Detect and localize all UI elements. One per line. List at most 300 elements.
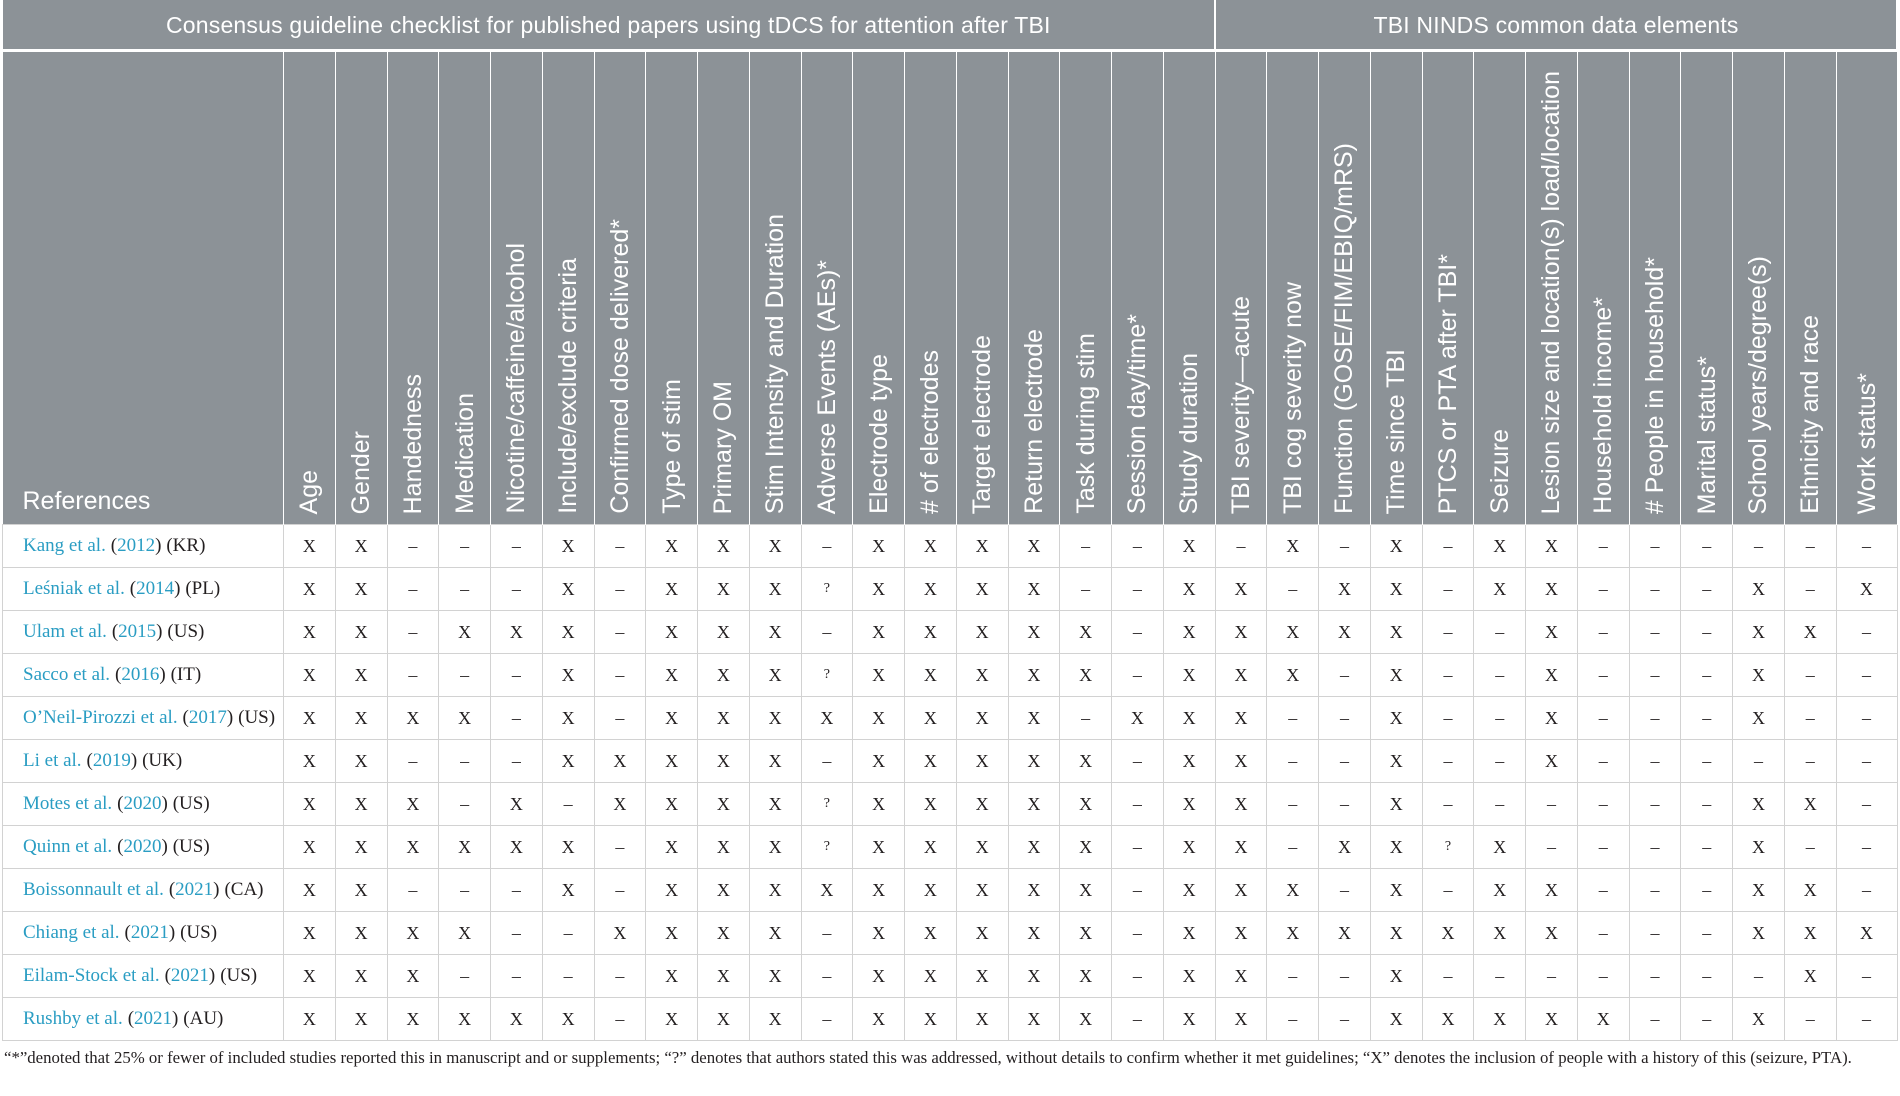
table-cell: X <box>853 568 905 611</box>
table-cell: X <box>1526 869 1578 912</box>
table-cell: X <box>1215 826 1267 869</box>
table-cell: X <box>335 525 387 568</box>
column-header-wrap <box>1733 52 1784 524</box>
table-cell: – <box>1319 740 1371 783</box>
table-row <box>3 525 1898 568</box>
column-header-school-years-degree-s <box>1733 51 1785 525</box>
table-cell: X <box>542 697 594 740</box>
column-header-wrap <box>853 52 904 524</box>
table-cell: – <box>491 568 543 611</box>
table-cell: – <box>439 740 491 783</box>
reference-year-link[interactable]: ( 2012 ) <box>111 535 162 556</box>
column-group-header-1: Consensus guideline checklist for published papers using tDCS for attention after TBI <box>3 0 1216 51</box>
table-cell: – <box>1577 826 1629 869</box>
reference-year-link[interactable]: ( 2014 ) <box>130 578 181 599</box>
table-cell: X <box>542 740 594 783</box>
table-cell: X <box>491 826 543 869</box>
table-cell: X <box>1163 525 1215 568</box>
table-cell: X <box>749 611 801 654</box>
column-header-stim-intensity-and-duration <box>749 51 801 525</box>
reference-country: (UK) <box>142 750 183 771</box>
table-cell: X <box>387 783 439 826</box>
table-cell: X <box>1008 654 1060 697</box>
column-header-type-of-stim <box>646 51 698 525</box>
table-cell: – <box>1836 697 1897 740</box>
table-cell: X <box>1370 611 1422 654</box>
column-header-marital-status <box>1681 51 1733 525</box>
table-row <box>3 998 1898 1041</box>
table-cell: X <box>956 525 1008 568</box>
reference-author-link[interactable]: Chiang et al. <box>23 922 120 943</box>
table-cell: – <box>1422 783 1474 826</box>
table-cell: X <box>1733 568 1785 611</box>
table-cell: – <box>1112 912 1164 955</box>
table-cell: – <box>387 525 439 568</box>
table-cell: – <box>1629 998 1681 1041</box>
table-cell: X <box>646 525 698 568</box>
table-cell: – <box>1681 826 1733 869</box>
table-cell: X <box>1163 869 1215 912</box>
table-cell: – <box>542 955 594 998</box>
table-cell: X <box>1733 783 1785 826</box>
table-cell: X <box>1526 912 1578 955</box>
table-cell: X <box>284 525 336 568</box>
table-cell: X <box>853 525 905 568</box>
table-cell: X <box>1526 568 1578 611</box>
table-cell: – <box>439 869 491 912</box>
table-cell: – <box>1681 697 1733 740</box>
table-cell: – <box>1474 955 1526 998</box>
table-cell: X <box>646 568 698 611</box>
table-cell: – <box>1267 826 1319 869</box>
table-cell: X <box>439 998 491 1041</box>
table-cell: X <box>335 869 387 912</box>
reference-author-link[interactable]: Kang et al. <box>23 535 106 556</box>
table-cell: X <box>1163 697 1215 740</box>
column-header-electrode-type <box>853 51 905 525</box>
table-cell: X <box>905 869 957 912</box>
table-cell: – <box>491 654 543 697</box>
table-cell: X <box>853 826 905 869</box>
table-cell: X <box>1163 654 1215 697</box>
table-cell: X <box>956 912 1008 955</box>
column-header-wrap <box>1423 52 1474 524</box>
table-cell: X <box>1784 912 1836 955</box>
table-cell: X <box>542 826 594 869</box>
table-cell: X <box>1733 611 1785 654</box>
table-cell: X <box>1370 826 1422 869</box>
table-cell: – <box>1112 568 1164 611</box>
column-header-label: Primary OM <box>709 380 738 514</box>
table-cell: – <box>1629 826 1681 869</box>
column-header-time-since-tbi <box>1370 51 1422 525</box>
table-cell: – <box>1267 740 1319 783</box>
table-cell: X <box>905 912 957 955</box>
table-cell: – <box>1267 998 1319 1041</box>
table-cell: X <box>698 998 750 1041</box>
table-cell: – <box>1319 998 1371 1041</box>
table-cell: – <box>1526 955 1578 998</box>
column-header-wrap <box>1319 52 1370 524</box>
table-cell: X <box>698 912 750 955</box>
column-header-wrap <box>698 52 749 524</box>
table-cell: – <box>1319 869 1371 912</box>
reference-author-link[interactable]: Motes et al. <box>23 793 113 814</box>
table-cell: X <box>1784 783 1836 826</box>
table-cell: X <box>905 783 957 826</box>
column-header-row <box>3 51 1898 525</box>
reference-year-link[interactable]: ( 2020 ) <box>117 836 168 857</box>
column-header-label: Gender <box>347 430 376 514</box>
reference-author-link[interactable]: Quinn et al. <box>23 836 113 857</box>
table-cell: X <box>646 740 698 783</box>
column-header-wrap <box>905 52 956 524</box>
table-cell: – <box>1681 611 1733 654</box>
table-cell: X <box>1060 869 1112 912</box>
table-cell: X <box>1215 869 1267 912</box>
table-cell: X <box>1060 826 1112 869</box>
table-cell: X <box>1526 740 1578 783</box>
table-cell: X <box>1215 568 1267 611</box>
table-cell: – <box>1319 654 1371 697</box>
table-cell: – <box>1577 654 1629 697</box>
table-cell: – <box>1060 525 1112 568</box>
table-cell: X <box>956 654 1008 697</box>
table-row <box>3 826 1898 869</box>
table-cell: X <box>1267 611 1319 654</box>
table-cell: – <box>594 869 646 912</box>
table-cell: – <box>1526 783 1578 826</box>
table-cell: X <box>749 998 801 1041</box>
table-cell: X <box>853 697 905 740</box>
table-cell: X <box>1474 826 1526 869</box>
table-cell: X <box>749 568 801 611</box>
column-header-label: Electrode type <box>864 354 893 514</box>
column-header-label: Session day/time* <box>1123 313 1152 514</box>
column-header-age <box>284 51 336 525</box>
reference-year-link[interactable]: ( 2021 ) <box>165 965 216 986</box>
table-cell: X <box>956 568 1008 611</box>
table-cell: – <box>542 783 594 826</box>
table-cell: X <box>1370 783 1422 826</box>
column-header-wrap <box>1267 52 1318 524</box>
reference-country: (US) <box>180 922 218 943</box>
table-cell: X <box>698 826 750 869</box>
table-cell: – <box>1319 783 1371 826</box>
table-cell: X <box>335 611 387 654</box>
table-cell: X <box>698 568 750 611</box>
reference-author-link[interactable]: Li et al. <box>23 750 82 771</box>
reference-author-link[interactable]: O’Neil-Pirozzi et al. <box>23 707 178 728</box>
reference-author-link[interactable]: Ulam et al. <box>23 621 107 642</box>
column-header-tbi-cog-severity-now <box>1267 51 1319 525</box>
table-cell: X <box>1836 912 1897 955</box>
table-cell: X <box>1008 611 1060 654</box>
table-cell: – <box>1629 525 1681 568</box>
table-cell: – <box>1733 955 1785 998</box>
column-header-label: Time since TBI <box>1382 348 1411 514</box>
reference-author-link[interactable]: Sacco et al. <box>23 664 111 685</box>
table-cell: X <box>646 654 698 697</box>
reference-year-link[interactable]: ( 2015 ) <box>112 621 163 642</box>
table-row <box>3 611 1898 654</box>
table-cell: – <box>1784 826 1836 869</box>
table-cell: – <box>1474 783 1526 826</box>
column-header-label: Target electrode <box>968 334 997 514</box>
table-cell: – <box>1577 740 1629 783</box>
reference-author-link[interactable]: Leśniak et al. <box>23 578 125 599</box>
table-cell: – <box>1784 654 1836 697</box>
table-cell: – <box>594 654 646 697</box>
table-cell: X <box>284 697 336 740</box>
table-cell: X <box>749 869 801 912</box>
table-cell: – <box>1474 697 1526 740</box>
table-cell: X <box>1163 826 1215 869</box>
table-cell: – <box>387 740 439 783</box>
table-cell: – <box>1784 998 1836 1041</box>
table-cell: – <box>594 525 646 568</box>
table-footnote: “*”denoted that 25% or fewer of included studies reported this in manuscript and or supplements; “?” denotes that authors stated this was addressed, without details to confirm whether it met guidelines; “X” denotes the inclusion of people with a history of this (seizure, PTA). <box>4 1048 1852 1067</box>
table-cell: – <box>1629 740 1681 783</box>
column-header-nicotine-caffeine-alcohol <box>491 51 543 525</box>
table-cell: X <box>1370 568 1422 611</box>
table-cell: X <box>1370 998 1422 1041</box>
table-cell: X <box>1836 568 1897 611</box>
table-cell: – <box>1526 826 1578 869</box>
table-cell: – <box>439 525 491 568</box>
table-cell: X <box>905 740 957 783</box>
table-cell: – <box>491 525 543 568</box>
table-cell: – <box>1629 955 1681 998</box>
column-header-wrap <box>646 52 697 524</box>
table-cell: X <box>1060 783 1112 826</box>
table-cell: X <box>1474 568 1526 611</box>
reference-cell <box>3 525 284 568</box>
table-cell: ? <box>801 826 853 869</box>
table-cell: X <box>1215 654 1267 697</box>
table-cell: X <box>905 611 957 654</box>
column-header-label: Function (GOSE/FIM/EBIQ/mRS) <box>1330 143 1359 514</box>
table-cell: – <box>1060 697 1112 740</box>
table-cell: X <box>853 783 905 826</box>
column-header-return-electrode <box>1008 51 1060 525</box>
column-header-label: School years/degree(s) <box>1744 255 1773 514</box>
column-header-wrap <box>1578 52 1629 524</box>
reference-year-link[interactable]: ( 2021 ) <box>128 1008 179 1029</box>
table-cell: X <box>956 998 1008 1041</box>
column-header-wrap <box>336 52 387 524</box>
table-cell: X <box>698 740 750 783</box>
table-cell: – <box>387 611 439 654</box>
table-cell: – <box>1784 697 1836 740</box>
table-cell: ? <box>801 654 853 697</box>
table-cell: X <box>853 955 905 998</box>
table-cell: – <box>387 654 439 697</box>
table-cell: ? <box>801 783 853 826</box>
table-cell: X <box>1060 955 1112 998</box>
table-cell: – <box>801 998 853 1041</box>
table-cell: – <box>1215 525 1267 568</box>
table-cell: X <box>1370 654 1422 697</box>
column-header-label: # of electrodes <box>916 350 945 514</box>
column-header-task-during-stim <box>1060 51 1112 525</box>
table-cell: – <box>1267 783 1319 826</box>
column-header-gender <box>335 51 387 525</box>
table-cell: X <box>1267 525 1319 568</box>
table-header <box>3 0 1898 525</box>
table-cell: X <box>1215 912 1267 955</box>
table-cell: X <box>1163 568 1215 611</box>
column-header-wrap <box>1060 52 1111 524</box>
table-cell: X <box>284 998 336 1041</box>
reference-year-link[interactable]: ( 2021 ) <box>169 879 220 900</box>
table-cell: X <box>1215 783 1267 826</box>
table-cell: X <box>646 912 698 955</box>
table-cell: – <box>1112 998 1164 1041</box>
table-cell: X <box>284 654 336 697</box>
column-header-label: Return electrode <box>1019 329 1048 514</box>
column-header-include-exclude-criteria <box>542 51 594 525</box>
column-header-wrap <box>1009 52 1060 524</box>
table-cell: – <box>1267 697 1319 740</box>
table-cell: – <box>1060 568 1112 611</box>
table-cell: – <box>1577 525 1629 568</box>
table-cell: X <box>284 955 336 998</box>
table-cell: X <box>905 568 957 611</box>
table-cell: X <box>387 955 439 998</box>
table-cell: X <box>491 611 543 654</box>
table-cell: X <box>853 740 905 783</box>
table-row <box>3 869 1898 912</box>
table-cell: X <box>853 912 905 955</box>
table-cell: – <box>801 912 853 955</box>
column-header-label: Household income* <box>1589 297 1618 514</box>
table-cell: X <box>749 912 801 955</box>
table-cell: X <box>698 697 750 740</box>
column-header-study-duration <box>1163 51 1215 525</box>
table-cell: X <box>853 869 905 912</box>
table-cell: – <box>594 611 646 654</box>
table-cell: – <box>594 697 646 740</box>
reference-year-link[interactable]: ( 2017 ) <box>183 707 234 728</box>
table-cell: X <box>1112 697 1164 740</box>
reference-cell <box>3 568 284 611</box>
column-header-primary-om <box>698 51 750 525</box>
table-cell: X <box>335 654 387 697</box>
table-cell: – <box>1629 783 1681 826</box>
reference-cell <box>3 740 284 783</box>
table-cell: – <box>491 740 543 783</box>
reference-author-link[interactable]: Rushby et al. <box>23 1008 123 1029</box>
table-cell: X <box>749 740 801 783</box>
table-cell: X <box>1060 611 1112 654</box>
reference-cell <box>3 611 284 654</box>
table-cell: – <box>1681 912 1733 955</box>
column-header-label: TBI severity—acute <box>1226 295 1255 514</box>
table-cell: – <box>594 998 646 1041</box>
column-header-wrap <box>388 52 439 524</box>
table-cell: – <box>801 525 853 568</box>
table-cell: X <box>1370 869 1422 912</box>
reference-year-link[interactable]: ( 2020 ) <box>117 793 168 814</box>
reference-country: (US) <box>220 965 258 986</box>
table-cell: – <box>1629 869 1681 912</box>
table-cell: – <box>1629 697 1681 740</box>
table-cell: – <box>1629 568 1681 611</box>
table-cell: X <box>284 568 336 611</box>
column-header-wrap <box>1837 52 1897 524</box>
column-header-wrap <box>543 52 594 524</box>
references-column-header <box>3 51 284 525</box>
table-cell: X <box>1370 525 1422 568</box>
reference-year-link[interactable]: ( 2019 ) <box>87 750 138 771</box>
table-cell: – <box>1474 611 1526 654</box>
table-cell: X <box>1526 697 1578 740</box>
reference-year-link[interactable]: ( 2016 ) <box>115 664 166 685</box>
column-header-ptcs-or-pta-after-tbi <box>1422 51 1474 525</box>
table-cell: X <box>956 869 1008 912</box>
reference-year-link[interactable]: ( 2021 ) <box>125 922 176 943</box>
column-header-label: Work status* <box>1852 372 1881 514</box>
table-cell: X <box>956 826 1008 869</box>
table-cell: X <box>1008 912 1060 955</box>
table-cell: X <box>335 998 387 1041</box>
table-cell: X <box>749 525 801 568</box>
table-cell: X <box>284 912 336 955</box>
table-cell: X <box>284 869 336 912</box>
table-cell: – <box>1474 654 1526 697</box>
reference-author-link[interactable]: Boissonnault et al. <box>23 879 164 900</box>
column-header-work-status <box>1836 51 1897 525</box>
table-cell: X <box>1008 783 1060 826</box>
reference-author-link[interactable]: Eilam-Stock et al. <box>23 965 160 986</box>
table-cell: X <box>1526 654 1578 697</box>
table-cell: X <box>646 955 698 998</box>
table-cell: X <box>1267 654 1319 697</box>
table-cell: X <box>1215 955 1267 998</box>
table-cell: – <box>1681 654 1733 697</box>
table-cell: X <box>1008 568 1060 611</box>
column-header-label: Confirmed dose delivered* <box>605 219 634 514</box>
reference-country: (AU) <box>183 1008 224 1029</box>
table-cell: X <box>491 783 543 826</box>
column-header-label: Medication <box>450 393 479 514</box>
table-cell: – <box>1112 783 1164 826</box>
table-cell: X <box>1577 998 1629 1041</box>
column-header-label: Ethnicity and race <box>1796 315 1825 514</box>
reference-country: (US) <box>238 707 276 728</box>
reference-country: (US) <box>172 793 210 814</box>
table-cell: – <box>1422 611 1474 654</box>
table-cell: X <box>698 611 750 654</box>
table-cell: X <box>387 826 439 869</box>
column-header-label: Lesion size and location(s) load/location <box>1537 70 1566 514</box>
column-header-label: Include/exclude criteria <box>554 258 583 514</box>
table-cell: X <box>1784 869 1836 912</box>
table-cell: X <box>1215 998 1267 1041</box>
table-cell: – <box>1681 740 1733 783</box>
table-cell: – <box>1422 654 1474 697</box>
table-cell: X <box>491 998 543 1041</box>
table-cell: – <box>1474 740 1526 783</box>
table-cell: – <box>1733 525 1785 568</box>
table-cell: X <box>1370 955 1422 998</box>
table-cell: X <box>439 697 491 740</box>
column-header-label: Age <box>295 469 324 514</box>
table-cell: X <box>1008 525 1060 568</box>
table-cell: – <box>1422 525 1474 568</box>
table-cell: X <box>1008 826 1060 869</box>
